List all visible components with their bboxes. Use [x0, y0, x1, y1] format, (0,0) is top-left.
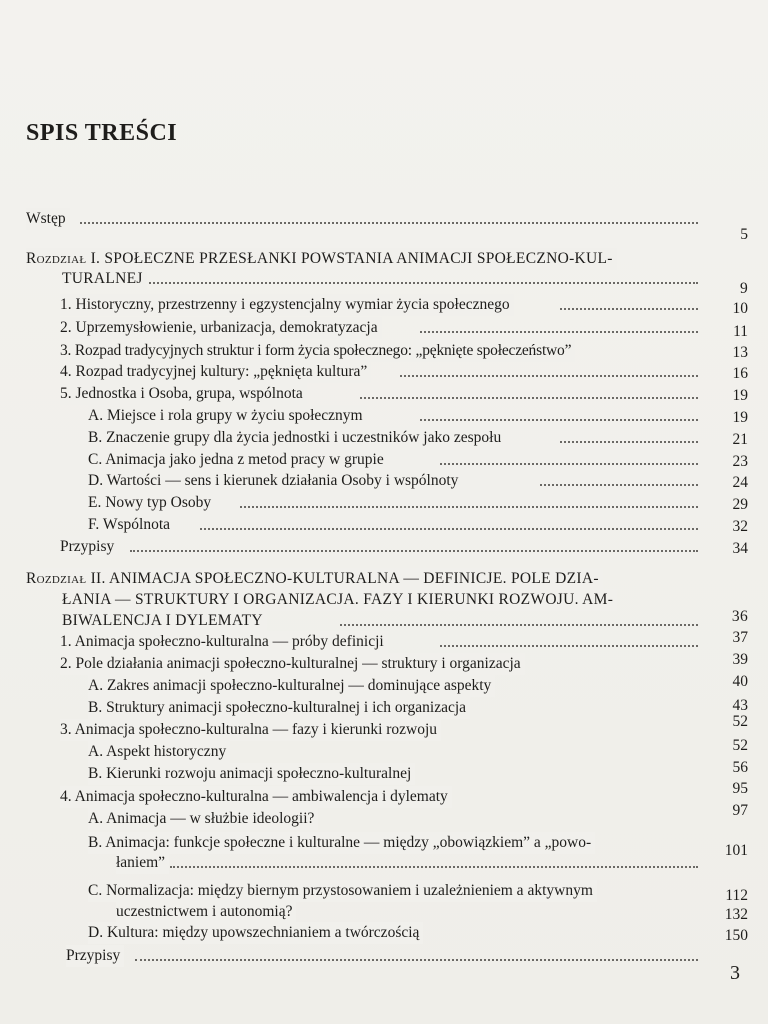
entry-text: ŁANIA — STRUKTURY I ORGANIZACJA. FAZY I KIERUNKI ROZWOJU. AM- [62, 589, 617, 611]
entry-text: A. Aspekt historyczny [88, 741, 230, 763]
entry-text: łaniem” [116, 852, 169, 874]
page-title: SPIS TREŚCI [26, 120, 178, 146]
entry-text: 3. Animacja społeczno-kulturalna — fazy i kierunki rozwoju [60, 719, 441, 741]
entry-text: B. Znaczenie grupy dla życia jednostki i uczestników jako zespołu [88, 427, 505, 449]
entry-text: C. Normalizacja: między biernym przystosowaniem i uzależnieniem a aktywnym [88, 880, 597, 902]
toc-entry [0, 675, 768, 697]
entry-text: 3. Rozpad tradycyjnych struktur i form życia społecznego: „pęknięte społeczeństwo” [60, 340, 575, 362]
entry-page: 19 [732, 387, 748, 404]
toc-entry [0, 514, 768, 536]
entry-page: 21 [732, 431, 748, 448]
entry-page: 5 [740, 226, 748, 243]
toc-entry [0, 737, 768, 763]
entry-page: 32 [732, 518, 748, 535]
toc-entry [0, 759, 768, 785]
entry-page: 11 [733, 323, 748, 340]
entry-text: BIWALENCJA I DYLEMATY [62, 610, 267, 632]
toc-entry [0, 361, 768, 383]
toc-entry [0, 880, 768, 902]
toc-entry [0, 383, 768, 405]
entry-text: Wstęp [26, 208, 70, 230]
entry-page: 101 [724, 842, 748, 859]
entry-page: 97 [732, 802, 748, 819]
toc-entry [0, 653, 768, 675]
entry-text: 5. Jednostka i Osoba, grupa, wspólnota [60, 383, 307, 405]
toc-entry [0, 589, 768, 611]
entry-page: 29 [732, 496, 748, 513]
entry-text: D. Wartości — sens i kierunek działania Osoby i wspólnoty [88, 470, 462, 492]
entry-page: 56 [732, 759, 748, 776]
entry-text: B. Struktury animacji społeczno-kulturalnej i ich organizacja [88, 697, 470, 719]
toc-entry [0, 568, 768, 590]
entry-text: 4. Animacja społeczno-kulturalna — ambiwalencja i dylematy [60, 786, 452, 808]
entry-page: 112 [725, 887, 748, 904]
toc-entry [0, 449, 768, 471]
entry-text: A. Miejsce i rola grupy w życiu społecznym [88, 405, 367, 427]
entry-page: 43 [732, 697, 748, 714]
entry-text: A. Zakres animacji społeczno-kulturalnej — dominujące aspekty [88, 675, 495, 697]
entry-page: 34 [732, 540, 748, 557]
entry-text: uczestnictwem i autonomią? [116, 901, 296, 923]
entry-page: 39 [732, 651, 748, 668]
entry-page: 19 [732, 409, 748, 426]
toc-entry [0, 610, 768, 632]
toc-entry [0, 832, 768, 854]
entry-page: 132 [724, 906, 748, 923]
entry-page: 150 [724, 927, 748, 944]
entry-page: 23 [732, 453, 748, 470]
entry-page: 37 [732, 629, 748, 646]
entry-text: C. Animacja jako jedna z metod pracy w grupie [88, 449, 388, 471]
toc-entry [0, 248, 768, 270]
toc-entry [0, 802, 768, 830]
toc-entry [0, 470, 768, 492]
entry-page: 9 [739, 280, 748, 297]
toc-entry [0, 208, 768, 243]
entry-text: 2. Pole działania animacji społeczno-kulturalnej — struktury i organizacja [60, 653, 525, 675]
toc-entry [0, 631, 768, 653]
toc-entry [0, 294, 768, 316]
entry-text: 1. Historyczny, przestrzenny i egzystencjalny wymiar życia społecznego [60, 294, 514, 316]
toc-entry [0, 536, 768, 558]
entry-text: TURALNEJ [62, 268, 147, 290]
entry-page: 24 [732, 474, 748, 491]
entry-page: 13 [732, 344, 748, 361]
toc-entry [0, 713, 768, 741]
entry-text: Rozdział I. SPOŁECZNE PRZESŁANKI POWSTANIA ANIMACJI SPOŁECZNO-KUL- [26, 248, 617, 270]
toc-entry [0, 492, 768, 514]
entry-text: 2. Uprzemysłowienie, urbanizacja, demokratyzacja [60, 317, 382, 339]
entry-text: F. Wspólnota [88, 514, 174, 536]
entry-page: 40 [732, 673, 748, 690]
toc-entry [0, 780, 768, 808]
entry-page: 95 [732, 780, 748, 797]
entry-text: Przypisy [66, 945, 124, 967]
entry-text: Przypisy [60, 536, 118, 558]
entry-text: Rozdział II. ANIMACJA SPOŁECZNO-KULTURALNA — DEFINICJE. POLE DZIA- [26, 568, 603, 590]
page-number: 3 [730, 962, 740, 984]
entry-page: 52 [732, 737, 748, 754]
entry-text: 4. Rozpad tradycyjnej kultury: „pęknięta kultura” [60, 361, 371, 383]
entry-text: B. Kierunki rozwoju animacji społeczno-kulturalnej [88, 763, 415, 785]
entry-text: D. Kultura: między upowszechnianiem a twórczością [88, 922, 423, 944]
entry-text: 1. Animacja społeczno-kulturalna — próby definicji [60, 631, 388, 653]
entry-page: 36 [731, 608, 748, 625]
entry-page: 10 [732, 300, 748, 317]
toc-entry [0, 317, 768, 339]
toc-entry [0, 427, 768, 449]
toc-entry [0, 697, 768, 719]
entry-page: 52 [732, 713, 748, 730]
toc-entry [0, 340, 768, 362]
entry-text: A. Animacja — w służbie ideologii? [88, 808, 318, 830]
entry-page: 16 [732, 365, 748, 382]
toc-entry [0, 405, 768, 427]
entry-text: E. Nowy typ Osoby [88, 492, 215, 514]
entry-text: B. Animacja: funkcje społeczne i kulturalne — między „obowiązkiem” a „powo- [88, 832, 595, 854]
toc-entry [0, 268, 768, 297]
